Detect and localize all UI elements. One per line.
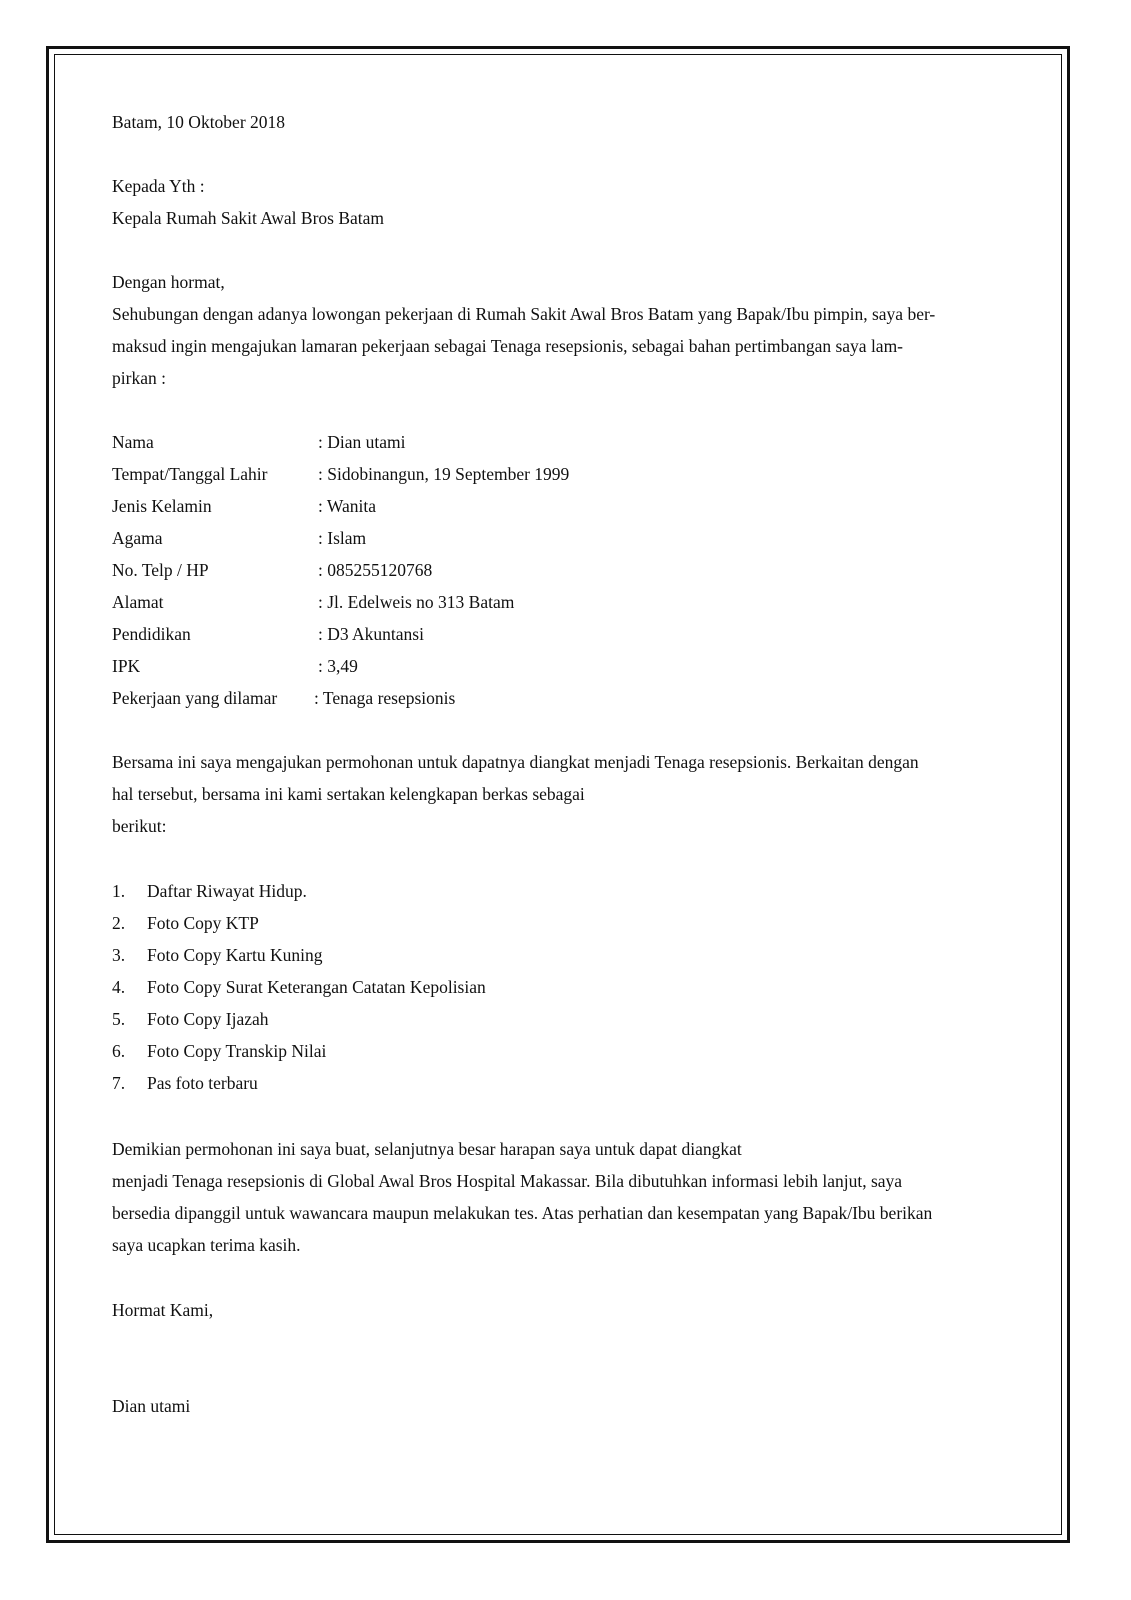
list-item-text: Daftar Riwayat Hidup. [147, 881, 307, 901]
attachment-intro-line: Bersama ini saya mengajukan permohonan untuk dapatnya diangkat menjadi Tenaga resepsionis. Berkaitan dengan [112, 752, 919, 772]
field-label: No. Telp / HP [112, 560, 209, 580]
salutation: Dengan hormat, [112, 272, 225, 292]
list-item-text: Pas foto terbaru [147, 1073, 258, 1093]
field-label: Agama [112, 528, 163, 548]
list-item-text: Foto Copy Kartu Kuning [147, 945, 323, 965]
field-label: Pekerjaan yang dilamar [112, 688, 278, 708]
field-value: : Islam [318, 528, 367, 548]
recipient-prefix: Kepada Yth : [112, 176, 205, 196]
field-value: : Tenaga resepsionis [314, 688, 456, 708]
list-item-number: 7. [112, 1073, 126, 1093]
intro-line: Sehubungan dengan adanya lowongan pekerjaan di Rumah Sakit Awal Bros Batam yang Bapak/Ibu pimpin, saya ber- [112, 304, 936, 324]
field-value: : 085255120768 [318, 560, 433, 580]
intro-line: pirkan : [112, 368, 166, 388]
closing-line: bersedia dipanggil untuk wawancara maupun melakukan tes. Atas perhatian dan kesempatan yang Bapak/Ibu berikan [112, 1203, 933, 1223]
closing-line: saya ucapkan terima kasih. [112, 1235, 301, 1255]
intro-line: maksud ingin mengajukan lamaran pekerjaan sebagai Tenaga resepsionis, sebagai bahan pertimbangan saya lam- [112, 336, 904, 356]
field-label: Alamat [112, 592, 164, 612]
field-label: Jenis Kelamin [112, 496, 212, 516]
field-label: Nama [112, 432, 154, 452]
attachment-intro-line: berikut: [112, 816, 167, 836]
list-item-number: 5. [112, 1009, 126, 1029]
field-value: : 3,49 [318, 656, 358, 676]
field-value: : Wanita [318, 496, 377, 516]
field-value: : D3 Akuntansi [318, 624, 424, 644]
list-item-text: Foto Copy KTP [147, 913, 259, 933]
list-item-number: 4. [112, 977, 126, 997]
field-value: : Dian utami [318, 432, 406, 452]
field-value: : Jl. Edelweis no 313 Batam [318, 592, 515, 612]
field-value: : Sidobinangun, 19 September 1999 [318, 464, 570, 484]
sign-off: Hormat Kami, [112, 1300, 214, 1320]
list-item-number: 3. [112, 945, 126, 965]
recipient-name: Kepala Rumah Sakit Awal Bros Batam [112, 208, 385, 228]
field-label: IPK [112, 656, 141, 676]
closing-line: Demikian permohonan ini saya buat, selanjutnya besar harapan saya untuk dapat diangkat [112, 1139, 742, 1159]
list-item-number: 1. [112, 881, 126, 901]
list-item-text: Foto Copy Surat Keterangan Catatan Kepolisian [147, 977, 486, 997]
list-item-text: Foto Copy Transkip Nilai [147, 1041, 327, 1061]
field-label: Tempat/Tanggal Lahir [112, 464, 268, 484]
list-item-number: 6. [112, 1041, 126, 1061]
field-label: Pendidikan [112, 624, 191, 644]
list-item-text: Foto Copy Ijazah [147, 1009, 269, 1029]
signer-name: Dian utami [112, 1396, 191, 1416]
attachment-intro-line: hal tersebut, bersama ini kami sertakan kelengkapan berkas sebagai [112, 784, 585, 804]
closing-line: menjadi Tenaga resepsionis di Global Awal Bros Hospital Makassar. Bila dibutuhkan informasi lebih lanjut, saya [112, 1171, 903, 1191]
list-item-number: 2. [112, 913, 126, 933]
date-line: Batam, 10 Oktober 2018 [112, 112, 286, 132]
